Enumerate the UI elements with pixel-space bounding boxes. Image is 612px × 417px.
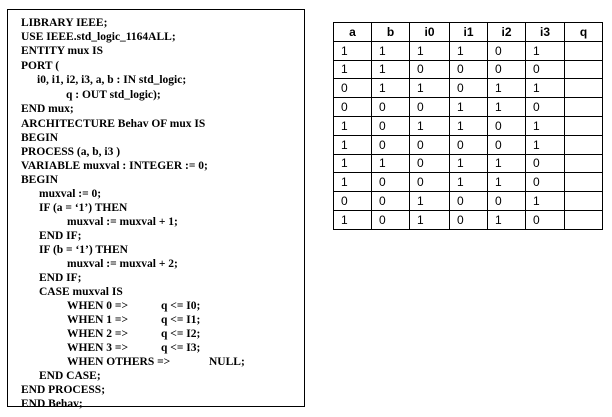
table-cell-i2: 0 xyxy=(488,135,526,154)
column-header-b: b xyxy=(372,23,410,42)
table-cell-i1: 1 xyxy=(450,173,488,192)
code-line: END IF; xyxy=(39,272,82,284)
code-line: WHEN 2 => xyxy=(67,328,129,340)
table-row xyxy=(334,192,603,211)
table-row xyxy=(334,79,603,98)
table-cell-i3: 1 xyxy=(526,41,565,60)
table-row xyxy=(334,210,603,229)
code-line: muxval := 0; xyxy=(39,188,102,200)
code-line: IF (b = ‘1’) THEN xyxy=(39,244,128,256)
vhdl-code-box xyxy=(7,9,305,410)
table-cell-q xyxy=(565,116,603,135)
table-cell-i1: 0 xyxy=(450,60,488,79)
table-cell-i3: 0 xyxy=(526,60,565,79)
table-cell-i1: 0 xyxy=(450,135,488,154)
table-cell-i0: 1 xyxy=(410,79,450,98)
code-line: VARIABLE muxval : INTEGER := 0; xyxy=(21,160,208,172)
table-cell-q xyxy=(565,135,603,154)
table-cell-i2: 1 xyxy=(488,210,526,229)
table-cell-i0: 0 xyxy=(410,98,450,117)
code-line: PROCESS (a, b, i3 ) xyxy=(21,146,121,158)
code-line: ARCHITECTURE Behav OF mux IS xyxy=(21,118,206,130)
table-cell-b: 0 xyxy=(372,210,410,229)
code-line: i0, i1, i2, i3, a, b : IN std_logic; xyxy=(37,74,187,86)
table-cell-q xyxy=(565,41,603,60)
table-cell-i2: 0 xyxy=(488,60,526,79)
table-cell-a: 1 xyxy=(334,116,372,135)
table-cell-i2: 1 xyxy=(488,154,526,173)
code-line: PORT ( xyxy=(21,60,60,72)
code-line: IF (a = ‘1’) THEN xyxy=(39,202,128,214)
table-cell-a: 0 xyxy=(334,98,372,117)
table-cell-i2: 0 xyxy=(488,116,526,135)
case-action: q <= I3; xyxy=(161,342,201,354)
case-action: q <= I1; xyxy=(161,314,201,326)
code-line: END Behav; xyxy=(21,398,83,410)
code-line: WHEN 0 => xyxy=(67,300,129,312)
table-cell-b: 1 xyxy=(372,41,410,60)
column-header-a: a xyxy=(334,23,372,42)
table-cell-i1: 0 xyxy=(450,79,488,98)
table-row xyxy=(334,135,603,154)
table-cell-i1: 1 xyxy=(450,41,488,60)
table-cell-i3: 1 xyxy=(526,192,565,211)
column-header-q: q xyxy=(565,23,603,42)
table-row xyxy=(334,154,603,173)
code-line: LIBRARY IEEE; xyxy=(21,17,108,29)
table-cell-i1: 1 xyxy=(450,116,488,135)
table-cell-i3: 1 xyxy=(526,79,565,98)
table-cell-q xyxy=(565,154,603,173)
table-cell-q xyxy=(565,60,603,79)
table-cell-i3: 1 xyxy=(526,135,565,154)
column-header-i2: i2 xyxy=(488,23,526,42)
table-cell-i2: 1 xyxy=(488,173,526,192)
table-cell-b: 1 xyxy=(372,154,410,173)
table-cell-b: 0 xyxy=(372,135,410,154)
table-cell-b: 0 xyxy=(372,173,410,192)
table-cell-i1: 1 xyxy=(450,154,488,173)
table-cell-i3: 0 xyxy=(526,98,565,117)
table-cell-a: 1 xyxy=(334,173,372,192)
table-cell-q xyxy=(565,210,603,229)
table-cell-i3: 0 xyxy=(526,154,565,173)
code-line: USE IEEE.std_logic_1164ALL; xyxy=(21,31,176,43)
code-line: WHEN 1 => xyxy=(67,314,129,326)
table-cell-i3: 0 xyxy=(526,173,565,192)
table-cell-i1: 0 xyxy=(450,192,488,211)
table-cell-i0: 0 xyxy=(410,135,450,154)
table-cell-q xyxy=(565,192,603,211)
case-action: q <= I0; xyxy=(161,300,201,312)
code-line: END CASE; xyxy=(39,370,101,382)
code-line: END IF; xyxy=(39,230,82,242)
table-row xyxy=(334,116,603,135)
table-cell-q xyxy=(565,173,603,192)
table-cell-a: 0 xyxy=(334,192,372,211)
table-cell-i1: 1 xyxy=(450,98,488,117)
code-line: ENTITY mux IS xyxy=(21,45,104,57)
table-cell-b: 0 xyxy=(372,192,410,211)
table-cell-b: 1 xyxy=(372,60,410,79)
table-cell-i3: 0 xyxy=(526,210,565,229)
code-line: q : OUT std_logic); xyxy=(66,89,161,101)
table-cell-a: 1 xyxy=(334,154,372,173)
table-cell-i0: 1 xyxy=(410,116,450,135)
code-line: BEGIN xyxy=(21,174,59,186)
table-cell-a: 0 xyxy=(334,79,372,98)
code-line: END mux; xyxy=(21,103,74,115)
table-cell-i0: 1 xyxy=(410,41,450,60)
table-cell-a: 1 xyxy=(334,41,372,60)
table-cell-a: 1 xyxy=(334,210,372,229)
table-cell-i1: 0 xyxy=(450,210,488,229)
code-line: muxval := muxval + 1; xyxy=(67,216,178,228)
table-cell-a: 1 xyxy=(334,60,372,79)
table-header-row xyxy=(334,23,603,42)
table-cell-b: 1 xyxy=(372,79,410,98)
column-header-i0: i0 xyxy=(410,23,450,42)
table-row xyxy=(334,60,603,79)
table-cell-i0: 1 xyxy=(410,210,450,229)
table-row xyxy=(334,173,603,192)
column-header-i3: i3 xyxy=(526,23,565,42)
table-cell-i0: 0 xyxy=(410,173,450,192)
table-cell-i2: 1 xyxy=(488,98,526,117)
table-cell-q xyxy=(565,98,603,117)
table-cell-i2: 0 xyxy=(488,41,526,60)
code-line: WHEN OTHERS => xyxy=(67,356,171,368)
case-action: NULL; xyxy=(209,356,245,368)
code-line: WHEN 3 => xyxy=(67,342,129,354)
truth-table xyxy=(333,22,603,230)
table-row xyxy=(334,98,603,117)
table-cell-i3: 1 xyxy=(526,116,565,135)
column-header-i1: i1 xyxy=(450,23,488,42)
table-cell-b: 0 xyxy=(372,98,410,117)
table-cell-b: 0 xyxy=(372,116,410,135)
code-line: END PROCESS; xyxy=(21,384,106,396)
code-line: BEGIN xyxy=(21,132,59,144)
table-cell-i2: 1 xyxy=(488,79,526,98)
table-cell-i0: 0 xyxy=(410,60,450,79)
code-line: CASE muxval IS xyxy=(39,286,123,298)
table-cell-q xyxy=(565,79,603,98)
table-row xyxy=(334,41,603,60)
table-cell-a: 1 xyxy=(334,135,372,154)
code-line: muxval := muxval + 2; xyxy=(67,258,178,270)
table-cell-i0: 1 xyxy=(410,192,450,211)
table-cell-i0: 0 xyxy=(410,154,450,173)
table-cell-i2: 0 xyxy=(488,192,526,211)
case-action: q <= I2; xyxy=(161,328,201,340)
